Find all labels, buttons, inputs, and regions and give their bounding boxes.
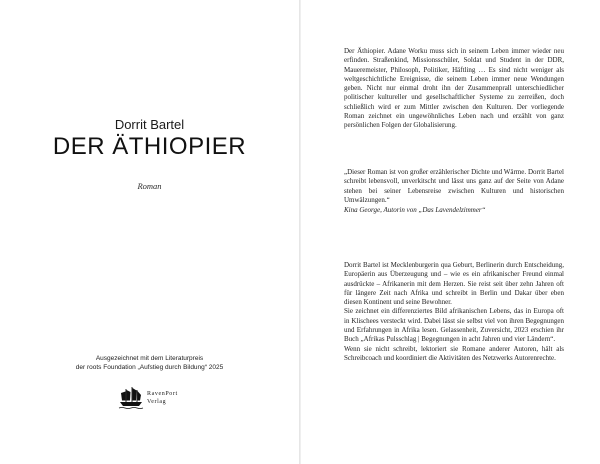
review-quote	[344, 168, 564, 215]
author-name: Dorrit Bartel	[114, 117, 185, 132]
publisher-logo	[118, 384, 178, 412]
quote-text: „Dieser Roman ist von großer erzählerischer Dichte und Wärme. Dorrit Bartel schreibt lebensvoll, unverkitscht und lässt uns ganz auf der Seite von Adane stehen bei seiner Lebensreise zwischen Kulturen und historischen Umwälzungen.“	[344, 168, 564, 204]
quote-source: Kina George, Autorin von „Das Lavendelzimmer“	[344, 206, 486, 215]
ship-icon	[118, 386, 144, 410]
bio-paragraph-2: Sie zeichnet ein differenziertes Bild afrikanischen Lebens, das in Europa oft in Klischees versteckt wird. Dabei lässt sie selbst viel von ihren Begegnungen und Erfahrungen in Afrika lesen. Gelassenheit, Zuversicht, 2023 erschien ihr Buch „Afrikas Pulsschlag | Begegnungen in acht Jahren und vier Ländern“.	[344, 307, 564, 344]
award-line-1: Ausgezeichnet mit dem Literaturpreis	[95, 355, 204, 362]
publisher-name	[147, 390, 178, 406]
author-bio	[344, 261, 564, 363]
right-page	[301, 0, 600, 464]
book-title: DER ÄTHIOPIER	[52, 133, 247, 160]
genre-label: Roman	[137, 181, 162, 191]
synopsis-paragraph: Der Äthiopier. Adane Worku muss sich in seinem Leben immer wieder neu erfinden. Straßenkind, Missionsschüler, Soldat und Student in der DDR, Maueremeister, Philosoph, Politiker, Häftling … Es sind nicht weniger als weltgeschichtliche Ereignisse, die seinem Leben immer neue Wendungen geben. Nicht nur einmal droht ihn der Zusammenprall unterschiedlicher politischer kultureller und gesellschaftlicher Systeme zu zerreißen, doch schließlich wird er zum Mittler zwischen den Kulturen. Der vorliegende Roman zeichnet ein ungewöhnliches Leben nach und erzählt von ganz persönlichen Folgen der Globalisierung.	[344, 47, 564, 130]
publisher-name-line-1: RavenPort	[147, 391, 178, 397]
publisher-name-line-2: Verlag	[147, 399, 167, 405]
award-notice	[0, 354, 299, 372]
bio-paragraph-3: Wenn sie nicht schreibt, lektoriert sie Romane anderer Autoren, hält als Schreibcoach und koordiniert die Aktivitäten des Netzwerks Autorenrechte.	[344, 344, 564, 362]
left-page	[0, 0, 299, 464]
bio-paragraph-1: Dorrit Bartel ist Mecklenburgerin qua Geburt, Berlinerin durch Entscheidung, Europäerin aus Überzeugung und – wie es ein afrikanischer Freund einmal ausdrückte – Afrikanerin mit dem Herzen. Sie reist seit über zehn Jahren oft für längere Zeit nach Afrika und schreibt in Berlin und Dakar über eben diesen Kontinent und seine Bewohner.	[344, 261, 564, 307]
award-line-2: der roots Foundation „Aufstieg durch Bildung“ 2025	[75, 364, 224, 371]
